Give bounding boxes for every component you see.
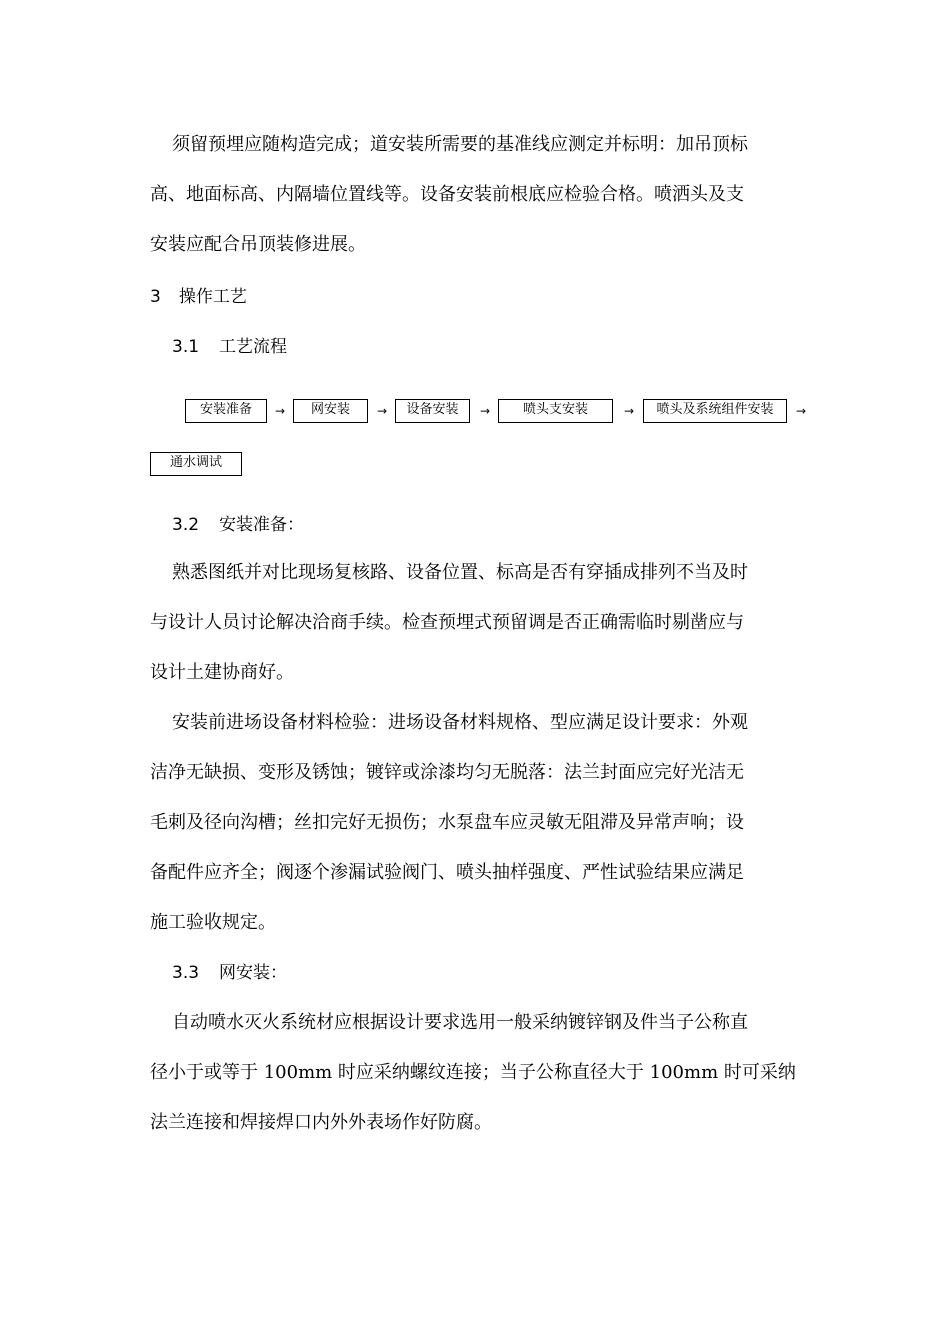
arrow-icon: → [480,404,491,418]
arrow-icon: → [275,404,286,418]
paragraph-line: 施工验收规定。 [150,912,276,933]
section-3-3-heading [172,962,287,984]
arrow-icon: → [624,404,635,418]
flow-step-components: 喷头及系统组件安装 [643,399,787,423]
flow-step-water-test: 通水调试 [150,452,242,476]
paragraph-line: 须留预埋应随构造完成；道安装所需要的基准线应测定并标明：加吊顶标 [172,134,748,155]
section-3-heading [150,286,247,308]
arrow-icon: → [796,404,807,418]
paragraph-line: 径小于或等于 100mm 时应采纳螺纹连接；当子公称直径大于 100mm 时可采纳 [150,1062,796,1083]
paragraph-line: 法兰连接和焊接焊口内外外表场作好防腐。 [150,1112,492,1133]
section-title: 安装准备： [219,515,305,535]
paragraph-line: 毛刺及径向沟槽；丝扣完好无损伤；水泵盘车应灵敏无阻滞及异常声响；设 [150,812,744,833]
section-number: 3.2 [172,515,200,535]
section-title: 工艺流程 [219,337,288,357]
paragraph-line: 备配件应齐全；阀逐个渗漏试验阀门、喷头抽样强度、严性试验结果应满足 [150,862,744,883]
section-number: 3.3 [172,963,200,983]
section-title: 网安装： [219,963,288,983]
flow-step-equipment: 设备安装 [395,399,470,423]
flow-step-network: 网安装 [293,399,368,423]
paragraph-line: 高、地面标高、内隔墙位置线等。设备安装前根底应检验合格。喷洒头及支 [150,184,744,205]
paragraph-line: 与设计人员讨论解决洽商手续。检查预埋式预留调是否正确需临时剔凿应与 [150,612,744,633]
flow-step-prepare: 安装准备 [185,399,267,423]
section-3-2-heading [172,514,304,536]
paragraph-line: 自动喷水灭火系统材应根据设计要求选用一般采纳镀锌钢及件当子公称直 [172,1012,748,1033]
paragraph-line: 安装应配合吊顶装修进展。 [150,234,366,255]
section-3-1-heading [172,336,287,358]
section-number: 3.1 [172,337,200,357]
arrow-icon: → [377,404,388,418]
paragraph-line: 设计土建协商好。 [150,662,294,683]
flow-step-sprinkler-support: 喷头支安装 [498,399,613,423]
section-number: 3 [150,287,161,307]
paragraph-line: 安装前进场设备材料检验：进场设备材料规格、型应满足设计要求：外观 [172,712,748,733]
paragraph-line: 熟悉图纸并对比现场复核路、设备位置、标高是否有穿插成排列不当及时 [172,562,748,583]
paragraph-line: 洁净无缺损、变形及锈蚀；镀锌或涂漆均匀无脱落：法兰封面应完好光洁无 [150,762,744,783]
section-title: 操作工艺 [178,287,247,307]
